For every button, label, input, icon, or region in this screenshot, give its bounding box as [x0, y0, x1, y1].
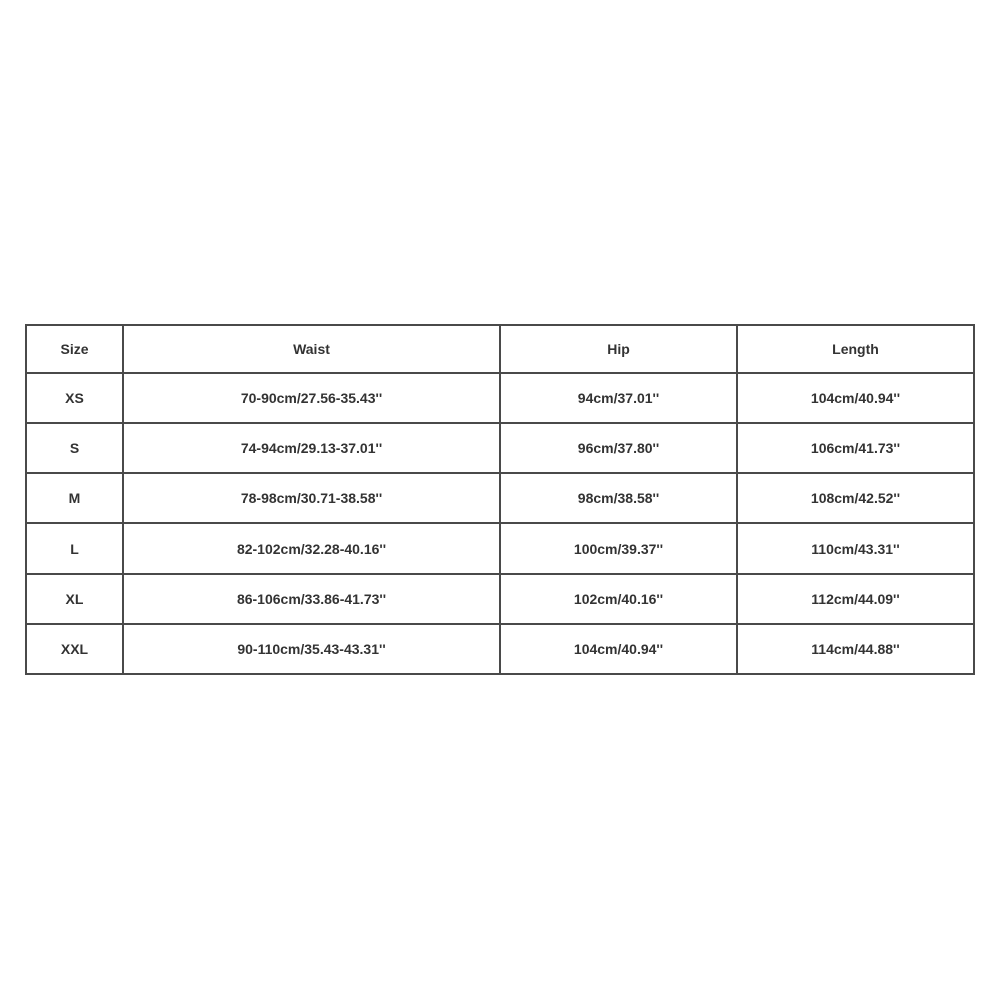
cell-waist: 86-106cm/33.86-41.73'' [123, 574, 500, 624]
header-waist: Waist [123, 325, 500, 373]
cell-waist: 70-90cm/27.56-35.43'' [123, 373, 500, 423]
header-size: Size [26, 325, 123, 373]
cell-size: M [26, 473, 123, 523]
cell-size: XL [26, 574, 123, 624]
cell-waist: 90-110cm/35.43-43.31'' [123, 624, 500, 674]
cell-waist: 82-102cm/32.28-40.16'' [123, 523, 500, 573]
cell-length: 108cm/42.52'' [737, 473, 974, 523]
table-header-row [26, 325, 974, 373]
cell-length: 106cm/41.73'' [737, 423, 974, 473]
cell-length: 104cm/40.94'' [737, 373, 974, 423]
cell-size: XXL [26, 624, 123, 674]
header-hip: Hip [500, 325, 737, 373]
cell-length: 114cm/44.88'' [737, 624, 974, 674]
cell-hip: 96cm/37.80'' [500, 423, 737, 473]
table-row [26, 523, 974, 573]
cell-size: S [26, 423, 123, 473]
cell-size: XS [26, 373, 123, 423]
table-row [26, 423, 974, 473]
cell-length: 110cm/43.31'' [737, 523, 974, 573]
table-row [26, 624, 974, 674]
table-row [26, 473, 974, 523]
size-chart-table [25, 324, 975, 675]
cell-waist: 74-94cm/29.13-37.01'' [123, 423, 500, 473]
cell-size: L [26, 523, 123, 573]
cell-hip: 98cm/38.58'' [500, 473, 737, 523]
table-row [26, 373, 974, 423]
cell-hip: 102cm/40.16'' [500, 574, 737, 624]
cell-waist: 78-98cm/30.71-38.58'' [123, 473, 500, 523]
cell-length: 112cm/44.09'' [737, 574, 974, 624]
header-length: Length [737, 325, 974, 373]
cell-hip: 94cm/37.01'' [500, 373, 737, 423]
cell-hip: 100cm/39.37'' [500, 523, 737, 573]
cell-hip: 104cm/40.94'' [500, 624, 737, 674]
table-row [26, 574, 974, 624]
